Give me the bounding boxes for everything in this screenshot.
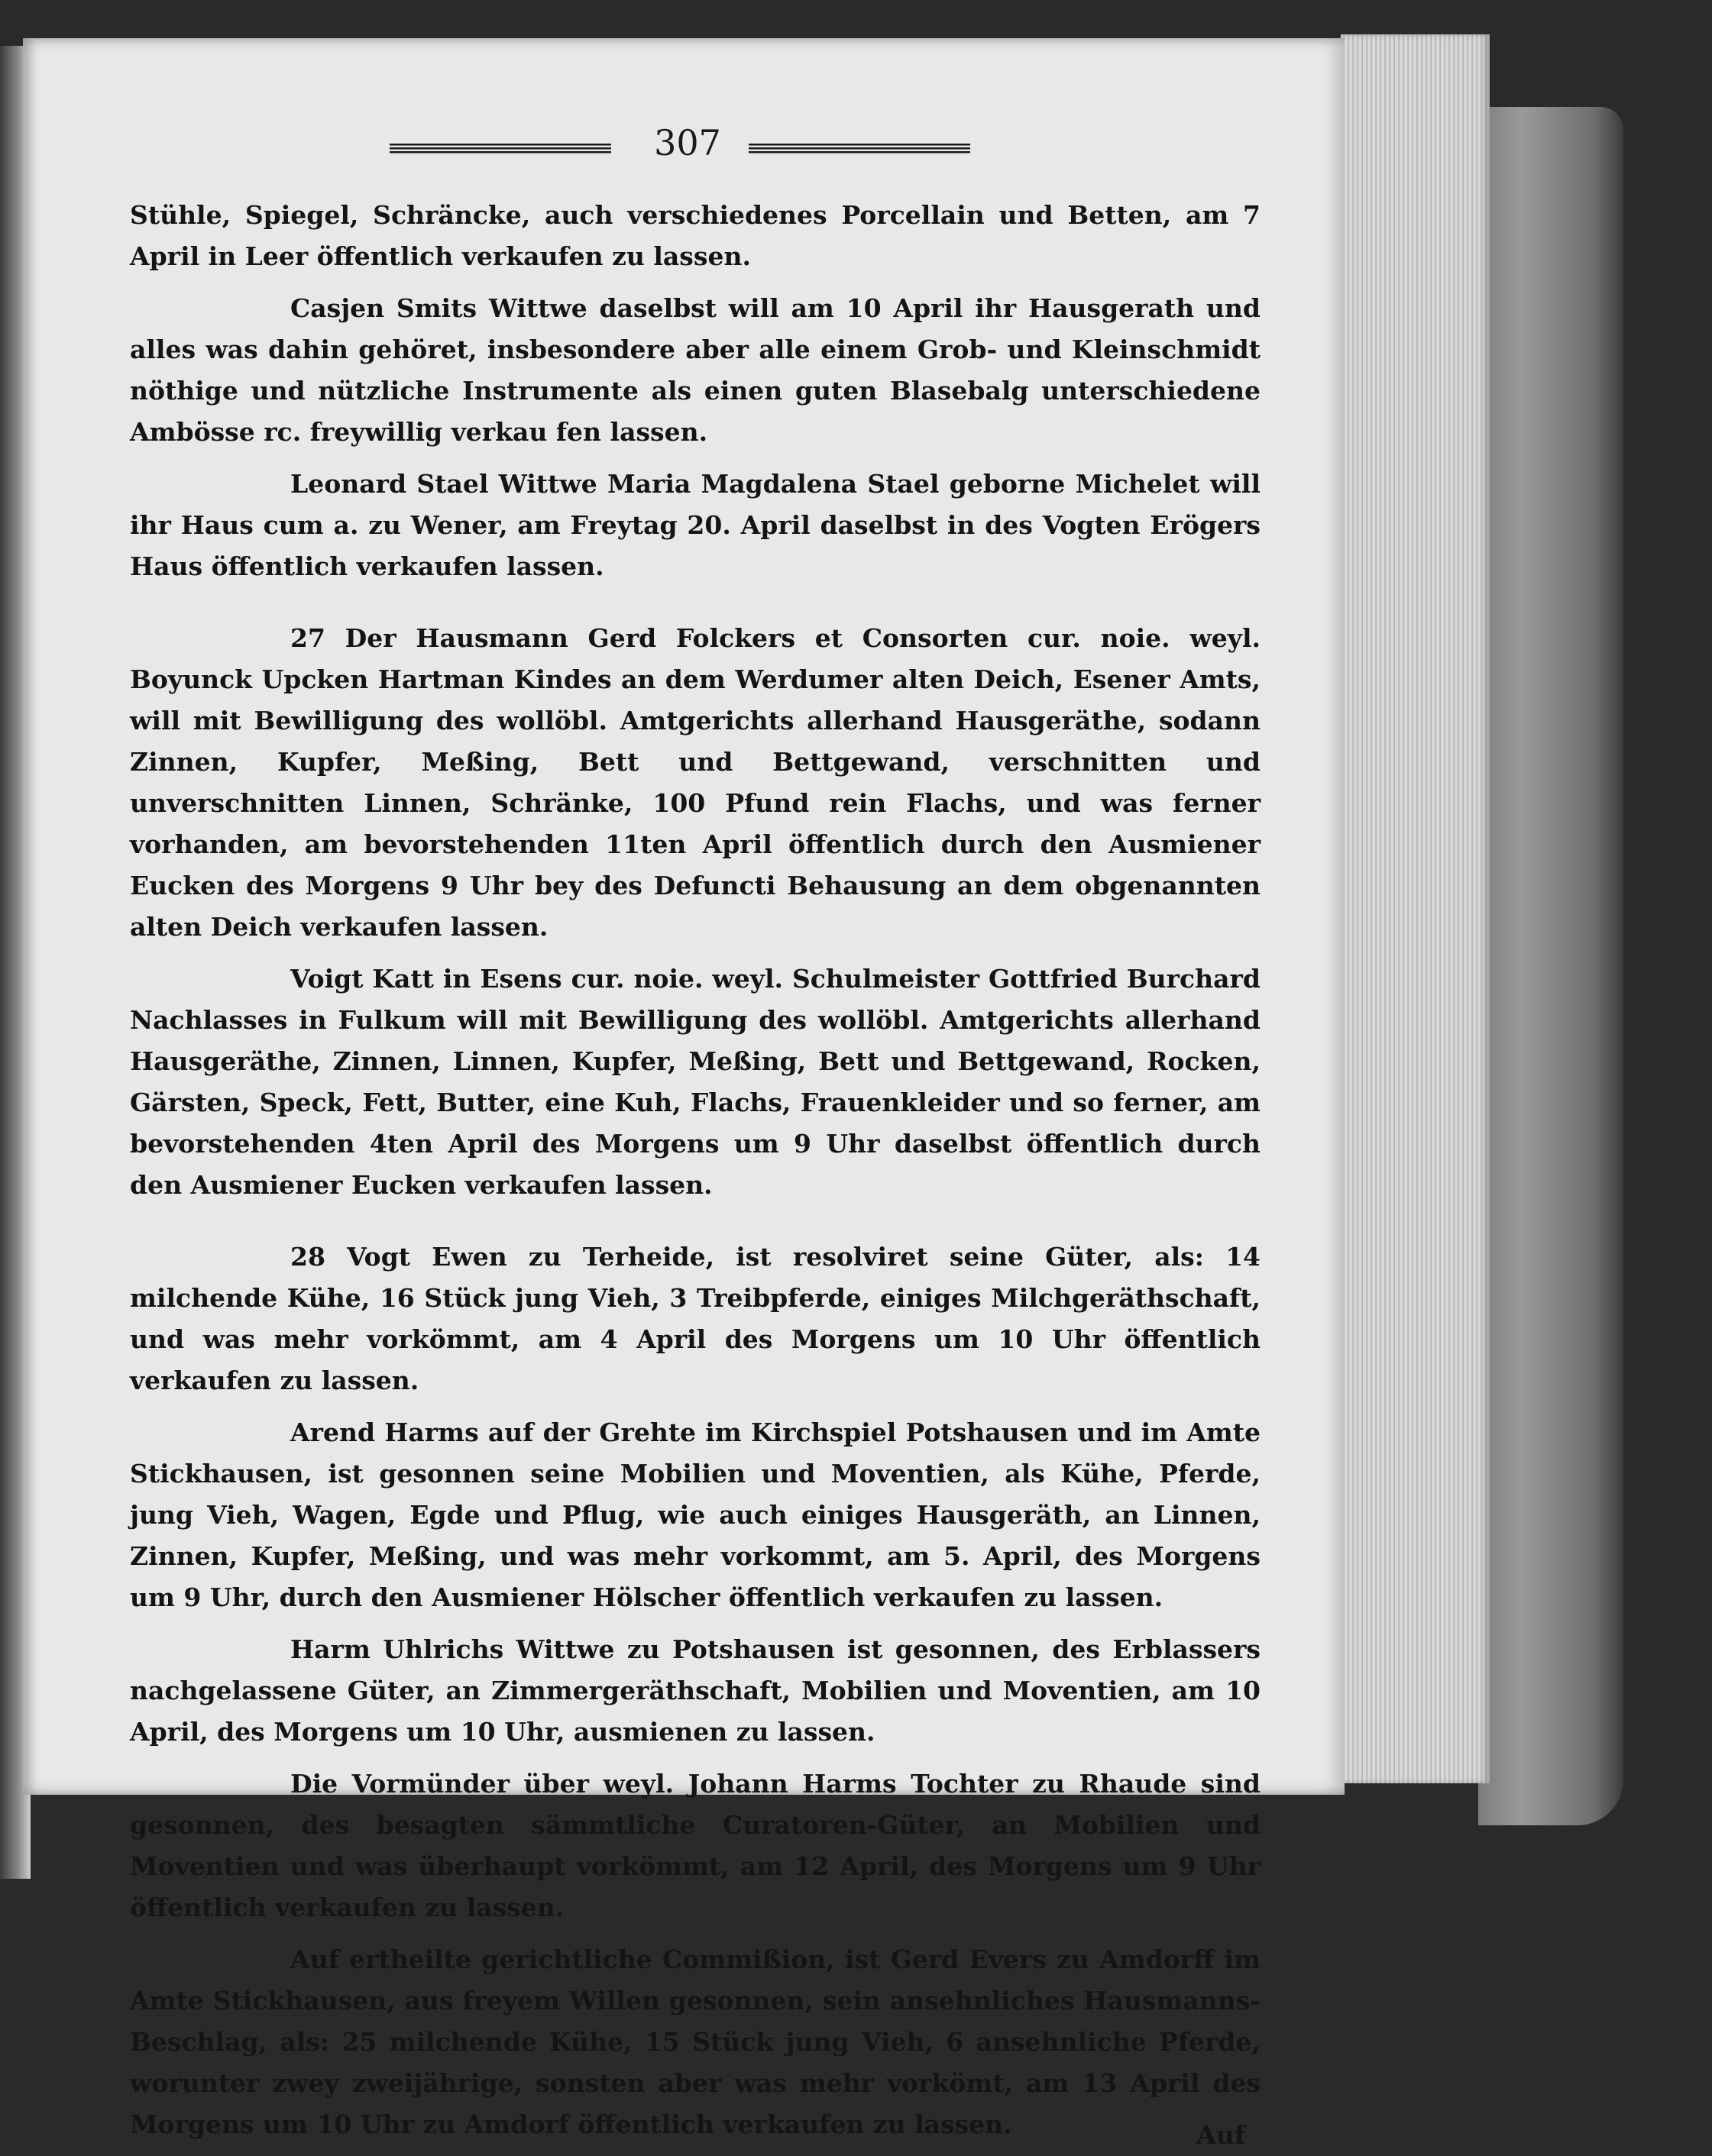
- page-header: [390, 122, 970, 168]
- book-cover: [1478, 107, 1623, 1825]
- paragraph: Stühle, Spiegel, Schräncke, auch verschiedenes Porcellain und Betten, am 7 April in Leer öffentlich verkaufen zu lassen.: [130, 200, 1261, 271]
- page-block-edges: [1341, 34, 1490, 1783]
- paragraph: Leonard Stael Wittwe Maria Magdalena Stael geborne Michelet will ihr Haus cum a. zu Wener, am Freytag 20. April daselbst in des Vogten Erögers Haus öffentlich verkaufen lassen.: [130, 469, 1261, 581]
- page-number: 307: [654, 122, 721, 163]
- header-rule-left: [390, 144, 611, 154]
- paragraph: Casjen Smits Wittwe daselbst will am 10 April ihr Hausgerath und alles was dahin gehöret, insbesondere aber alle einem Grob- und Kleinschmidt nöthige und nützliche Instrumente als einen guten Blasebalg unterschiedene Ambösse rc. freywillig verkau fen lassen.: [130, 293, 1261, 447]
- paragraph: Die Vormünder über weyl. Johann Harms Tochter zu Rhaude sind gesonnen, des besagten sämmtliche Curatoren-Güter, an Mobilien und Moventien und was überhaupt vorkömmt, am 12 April, des Morgens um 9 Uhr öffentlich verkaufen zu lassen.: [130, 1769, 1261, 1922]
- paragraph: Harm Uhlrichs Wittwe zu Potshausen ist gesonnen, des Erblassers nachgelassene Güter, an Zimmergeräthschaft, Mobilien und Moventien, am 10 April, des Morgens um 10 Uhr, ausmienen zu lassen.: [130, 1634, 1261, 1747]
- page-body: [130, 195, 1261, 2156]
- paragraph: 28 Vogt Ewen zu Terheide, ist resolviret seine Güter, als: 14 milchende Kühe, 16 Stück jung Vieh, 3 Treibpferde, einiges Milchgeräthschaft, und was mehr vorkömmt, am 4 April des Morgens um 10 Uhr öffentlich verkaufen zu lassen.: [130, 1242, 1261, 1395]
- paragraph: Voigt Katt in Esens cur. noie. weyl. Schulmeister Gottfried Burchard Nachlasses in Fulkum will mit Bewilligung des wollöbl. Amtgerichts allerhand Hausgeräthe, Zinnen, Linnen, Kupfer, Meßing, Bett und Bettgewand, Rocken, Gärsten, Speck, Fett, Butter, eine Kuh, Flachs, Frauenkleider und so ferner, am bevorstehenden 4ten April des Morgens um 9 Uhr daselbst öffentlich durch den Ausmiener Eucken verkaufen lassen.: [130, 964, 1261, 1200]
- paragraph: Auf ertheilte gerichtliche Commißion, ist Gerd Evers zu Amdorff im Amte Stickhausen, aus freyem Willen gesonnen, sein ansehnliches Hausmanns-Beschlag, als: 25 milchende Kühe, 15 Stück jung Vieh, 6 ansehnliche Pferde, worunter zwey zweijährige, sonsten aber was mehr vorkömt, am 13 April des Morgens um 10 Uhr zu Amdorf öffentlich verkaufen zu lassen.: [130, 1944, 1261, 2139]
- catchword: Auf: [1196, 2120, 1245, 2150]
- paragraph: 27 Der Hausmann Gerd Folckers et Consorten cur. noie. weyl. Boyunck Upcken Hartman Kindes an dem Werdumer alten Deich, Esener Amts, will mit Bewilligung des wollöbl. Amtgerichts allerhand Hausgeräthe, sodann Zinnen, Kupfer, Meßing, Bett und Bettgewand, verschnitten und unverschnitten Linnen, Schränke, 100 Pfund rein Flachs, und was ferner vorhanden, am bevorstehenden 11ten April öffentlich durch den Ausmiener Eucken des Morgens 9 Uhr bey des Defuncti Behausung an dem obgenannten alten Deich verkaufen lassen.: [130, 623, 1261, 942]
- paragraph: Arend Harms auf der Grehte im Kirchspiel Potshausen und im Amte Stickhausen, ist gesonnen seine Mobilien und Moventien, als Kühe, Pferde, jung Vieh, Wagen, Egde und Pflug, wie auch einiges Hausgeräth, an Linnen, Zinnen, Kupfer, Meßing, und was mehr vorkommt, am 5. April, des Morgens um 9 Uhr, durch den Ausmiener Hölscher öffentlich verkaufen zu lassen.: [130, 1417, 1261, 1612]
- header-rule-right: [749, 144, 970, 154]
